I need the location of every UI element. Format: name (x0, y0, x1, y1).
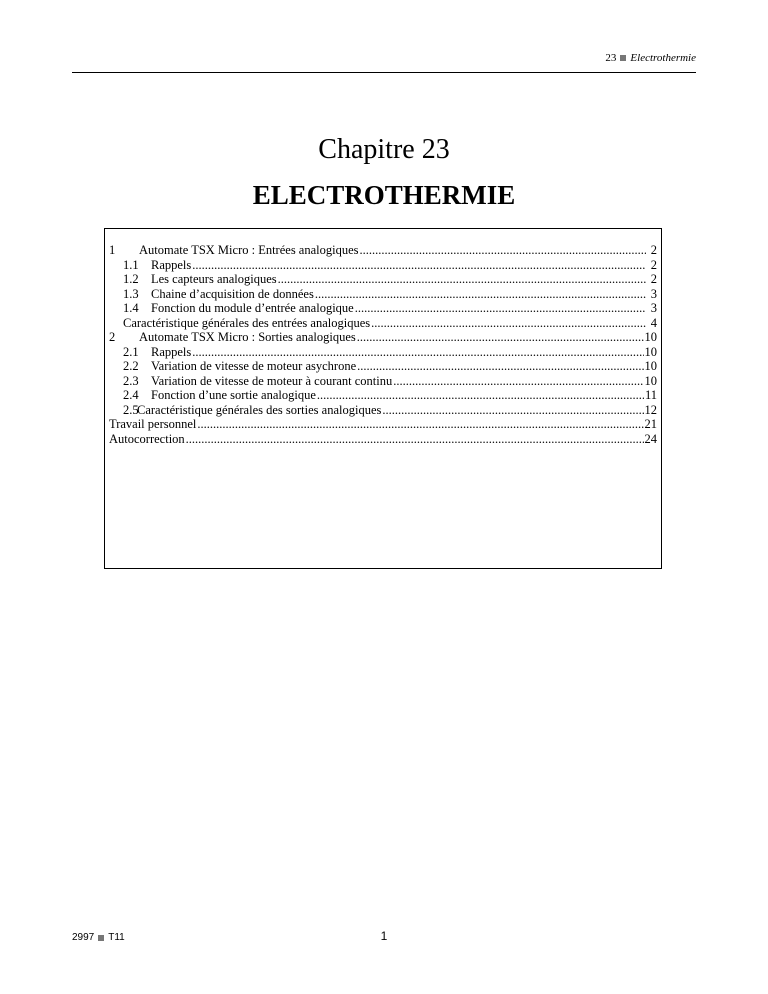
footer-code-left: 2997 (72, 932, 95, 943)
toc-entry-number: 1.1 (123, 257, 139, 272)
toc-entry[interactable] (109, 432, 657, 447)
toc-entry-title: Variation de vitesse de moteur asychrone (151, 359, 357, 373)
toc-dot-leader (186, 432, 644, 447)
toc-dot-leader (360, 243, 646, 258)
chapter-label: Chapitre 23 (318, 134, 450, 165)
toc-entry[interactable] (109, 258, 657, 273)
toc-entry-page: 12 (644, 402, 657, 417)
toc-entry-number: 2.2 (123, 359, 139, 373)
toc-entry[interactable] (109, 272, 657, 287)
toc-entry[interactable] (109, 287, 657, 302)
toc-entry-number: 2.1 (123, 344, 139, 359)
toc-entry-page: 10 (644, 330, 657, 344)
table-of-contents (104, 228, 662, 569)
toc-entry-number: 1.2 (123, 272, 139, 286)
toc-dot-leader (315, 287, 646, 302)
toc-dot-leader (393, 374, 643, 389)
toc-entry-title: Autocorrection (109, 431, 185, 446)
toc-dot-leader (355, 301, 646, 316)
toc-entry[interactable] (109, 417, 657, 432)
toc-entry-page: 11 (644, 388, 657, 402)
toc-entry-page: 24 (644, 431, 657, 446)
running-header (605, 52, 696, 64)
toc-entry[interactable] (109, 316, 657, 331)
toc-entry-title: Fonction du module d’entrée analogique (151, 301, 354, 315)
toc-entry-number: 2.5 (123, 402, 139, 417)
square-bullet-icon (620, 55, 626, 61)
toc-dot-leader (382, 403, 643, 418)
toc-entry-title: Les capteurs analogiques (151, 272, 277, 286)
toc-dot-leader (357, 359, 643, 374)
toc-entry[interactable] (109, 359, 657, 374)
toc-entry-title: Caractéristique générales des entrées analogiques (123, 315, 371, 330)
toc-dot-leader (357, 330, 644, 345)
toc-entry-number: 2.4 (123, 388, 139, 402)
toc-entry-page: 21 (644, 417, 657, 431)
toc-entry-number: 2.3 (123, 373, 139, 388)
toc-entry-page: 10 (644, 344, 657, 359)
header-rule (72, 72, 696, 73)
toc-entry-number: 1 (109, 243, 116, 257)
toc-entry-title: Caractéristique générales des sorties analogiques (137, 402, 382, 417)
toc-entry-page: 3 (650, 286, 657, 301)
toc-dot-leader (197, 417, 643, 432)
toc-entry-page: 2 (650, 272, 657, 286)
header-section-name: Electrothermie (630, 52, 696, 64)
page-number: 1 (380, 929, 388, 943)
toc-entry-page: 3 (650, 301, 657, 315)
toc-entry-page: 2 (650, 257, 657, 272)
toc-entry-title: Rappels (151, 344, 192, 359)
toc-entry-number: 1.4 (123, 301, 139, 315)
toc-dot-leader (278, 272, 646, 287)
toc-entry-title: Automate TSX Micro : Sorties analogiques (139, 330, 356, 344)
toc-entry-page: 10 (644, 373, 657, 388)
toc-dot-leader (317, 388, 644, 403)
toc-entry-title: Travail personnel (109, 417, 197, 431)
chapter-title: ELECTROTHERMIE (252, 180, 516, 210)
toc-entry-title: Chaine d’acquisition de données (151, 286, 314, 301)
toc-entry[interactable] (109, 345, 657, 360)
toc-entry-title: Variation de vitesse de moteur à courant continu (151, 373, 393, 388)
toc-entry[interactable] (109, 330, 657, 345)
toc-entry[interactable] (109, 388, 657, 403)
toc-entry-title: Automate TSX Micro : Entrées analogiques (139, 243, 359, 257)
toc-entry-number: 1.3 (123, 286, 139, 301)
toc-entry-title: Fonction d’une sortie analogique (151, 388, 316, 402)
toc-entry[interactable] (109, 301, 657, 316)
footer-code-right: T11 (108, 932, 125, 943)
toc-dot-leader (371, 316, 646, 331)
toc-entry-page: 4 (650, 315, 657, 330)
toc-entry-number: 2 (109, 330, 116, 344)
toc-dot-leader (192, 258, 646, 273)
toc-entry-page: 2 (650, 243, 657, 257)
header-chapter-number: 23 (605, 52, 617, 64)
toc-dot-leader (192, 345, 643, 360)
toc-entry[interactable] (109, 374, 657, 389)
toc-entry-title: Rappels (151, 257, 192, 272)
toc-entry[interactable] (109, 403, 657, 418)
toc-entry[interactable] (109, 243, 657, 258)
toc-entry-page: 10 (644, 359, 657, 373)
